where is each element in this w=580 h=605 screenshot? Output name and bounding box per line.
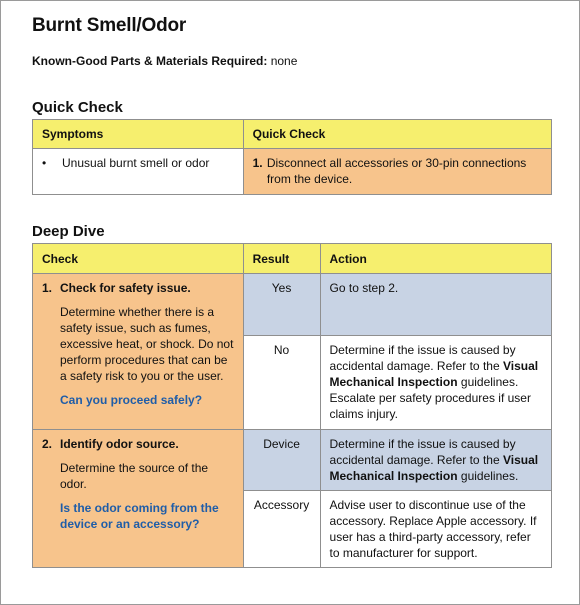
action-text: guidelines.: [457, 469, 519, 483]
check-question: Can you proceed safely?: [60, 393, 203, 407]
action-escalate-text: Escalate per safety procedures if user claims injury.: [329, 391, 531, 421]
visual-mechanical-inspection-ref: Visual Mechanical Inspection: [329, 359, 539, 389]
step-text: Disconnect all accessories or 30-pin connections from the device.: [266, 156, 527, 186]
action-text: Determine if the issue is caused by accidental damage. Refer to the: [329, 437, 516, 467]
action-cell: [320, 430, 551, 491]
deep-dive-heading: Deep Dive: [32, 223, 105, 240]
action-header: Action: [320, 244, 551, 274]
symptom-text: Unusual burnt smell or odor: [62, 156, 210, 170]
check-number: 2.: [42, 437, 53, 451]
symptom-cell: [33, 149, 244, 195]
step-number: 1.: [252, 156, 263, 170]
page-title: Burnt Smell/Odor: [32, 15, 187, 36]
action-cell: [320, 336, 551, 430]
deep-dive-table: [32, 243, 552, 568]
quick-check-table: [32, 119, 552, 195]
result-cell: No: [243, 336, 320, 430]
symptoms-header: Symptoms: [33, 120, 244, 149]
action-cell: Advise user to discontinue use of the accessory. Replace Apple accessory. If user has a third-party accessory, refer to manufacturer for support.: [320, 491, 551, 568]
parts-required: [32, 54, 297, 68]
check-cell-safety: [33, 274, 244, 430]
quick-check-step-cell: [243, 149, 551, 195]
action-text: Determine if the issue is caused by accidental damage. Refer to the: [329, 343, 516, 373]
check-body: Determine whether there is a safety issue, such as fumes, excessive heat, or shock. Do not perform procedures that can be a safety risk to you or the user.: [60, 305, 234, 383]
check-cell-odor-source: [33, 430, 244, 568]
result-header: Result: [243, 244, 320, 274]
result-cell: Device: [243, 430, 320, 491]
action-text: guidelines.: [457, 375, 519, 389]
visual-mechanical-inspection-ref: Visual Mechanical Inspection: [329, 453, 539, 483]
check-question: Is the odor coming from the device or an accessory?: [60, 501, 219, 531]
quick-check-heading: Quick Check: [32, 99, 123, 116]
action-cell: Go to step 2.: [320, 274, 551, 336]
result-cell: Accessory: [243, 491, 320, 568]
quick-check-header: Quick Check: [243, 120, 551, 149]
result-cell: Yes: [243, 274, 320, 336]
check-number: 1.: [42, 281, 53, 295]
check-header: Check: [33, 244, 244, 274]
bullet-icon: •: [42, 156, 47, 170]
check-title: Check for safety issue.: [60, 281, 191, 295]
check-body: Determine the source of the odor.: [60, 461, 209, 491]
parts-required-value: none: [270, 54, 298, 68]
check-title: Identify odor source.: [60, 437, 179, 451]
parts-required-label: Known-Good Parts & Materials Required:: [32, 54, 268, 68]
